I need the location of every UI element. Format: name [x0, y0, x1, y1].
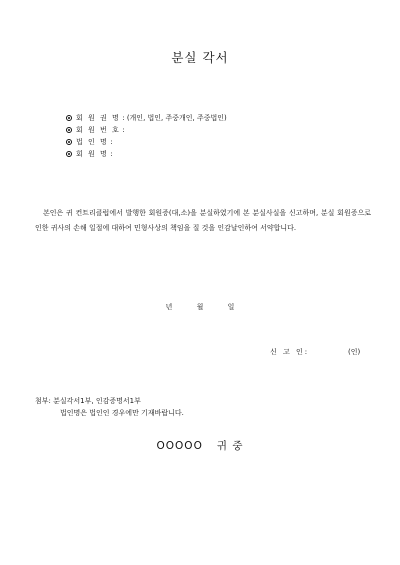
recipient-suffix: 귀 중: [216, 440, 244, 452]
field-label: 회 원 권 명: [76, 114, 121, 122]
field-value: :: [110, 138, 113, 146]
circle-bullet-icon: [66, 151, 72, 157]
seal-mark: (인): [348, 348, 361, 356]
recipient-line: [0, 438, 400, 453]
circle-bullet-icon: [66, 127, 72, 133]
recipient-name: OOOOO: [156, 440, 203, 452]
field-member-number: [66, 124, 227, 136]
field-value: :: [110, 150, 113, 158]
field-value: :: [122, 126, 125, 134]
field-label: 회 원 명: [76, 150, 109, 158]
field-label: 법 인 명: [76, 138, 109, 146]
attachments-line: 첨부: 분실각서1부, 인감증명서1부: [35, 397, 141, 405]
date-line: 년 월 일: [165, 303, 235, 311]
reporter-label: 신 고 인:: [270, 348, 310, 356]
circle-bullet-icon: [66, 139, 72, 145]
field-membership-name: [66, 112, 227, 124]
document-title: 분실 각서: [171, 50, 229, 65]
circle-bullet-icon: [66, 115, 72, 121]
field-corporation-name: [66, 136, 227, 148]
pledge-body-text: 본인은 귀 컨트리클럽에서 발행한 회원증(대,소)을 분실하였기에 본 분실사실을 신고하며, 분실 회원증으로 인한 귀사의 손해 일절에 대하여 민형사상의 책임을 질 것을 인감날인하여 서약합니다.: [35, 209, 371, 232]
corporation-note: 법인명은 법인인 경우에만 기재바랍니다.: [60, 409, 184, 417]
field-label: 회 원 번 호: [76, 126, 121, 134]
member-info-fields: [66, 112, 227, 160]
field-member-name: [66, 148, 227, 160]
field-value: : (개인, 법인, 주중개인, 주중법인): [122, 114, 227, 122]
